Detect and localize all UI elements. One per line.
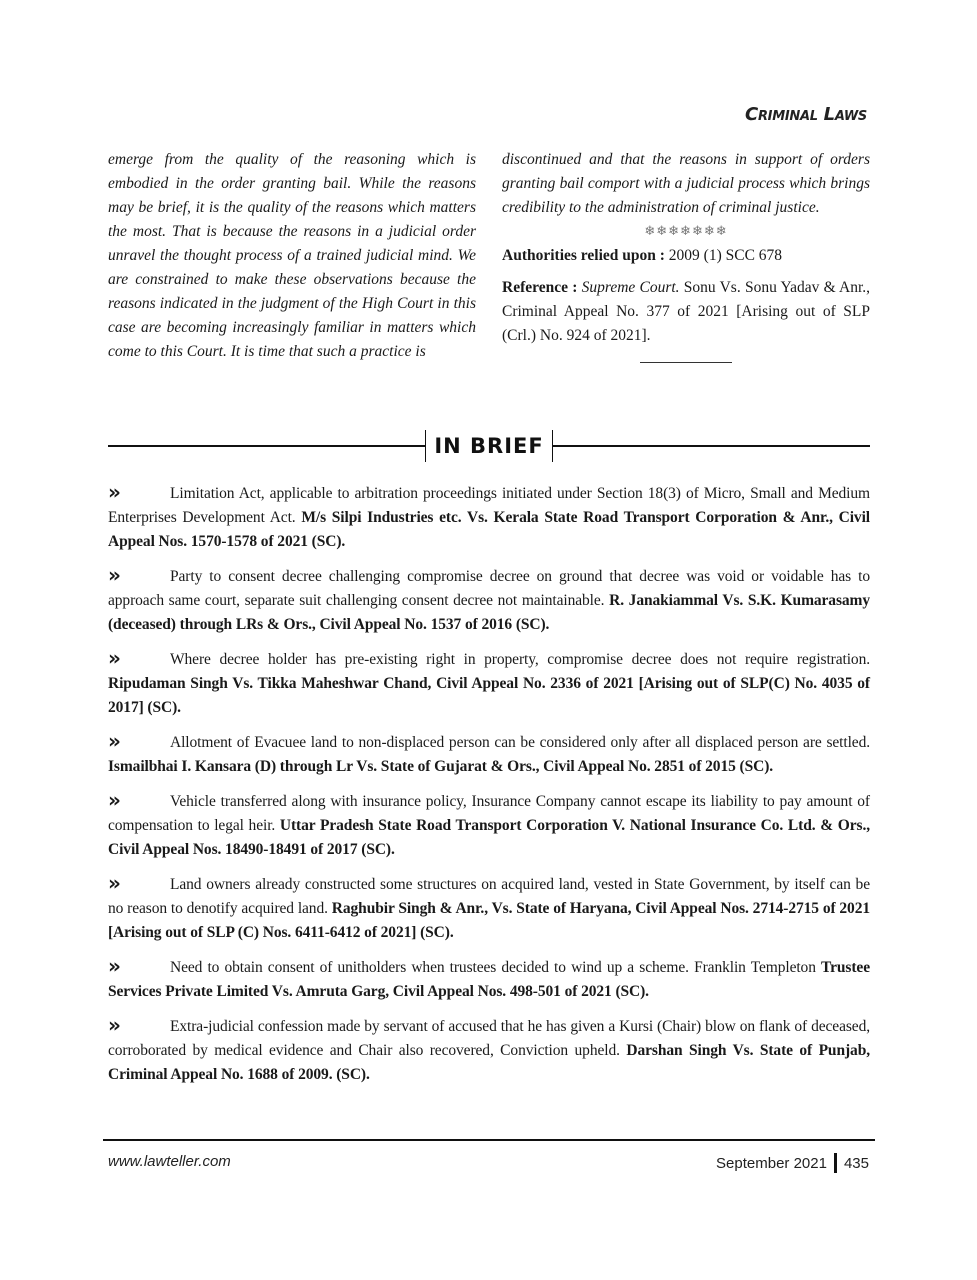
page-number: 435	[843, 1154, 869, 1172]
footer-issue-info	[716, 1153, 869, 1173]
heading-rule-left	[108, 445, 425, 447]
in-brief-title: IN BRIEF	[434, 434, 544, 458]
brief-summary: Vehicle transferred along with insurance policy, Insurance Company cannot escape its liability to pay amount of compensation to legal heir.	[108, 793, 870, 834]
brief-summary: Need to obtain consent of unitholders when trustees decided to wind up a scheme. Franklin Templeton	[170, 959, 816, 976]
brief-summary: Allotment of Evacuee land to non-displaced person can be considered only after all displaced person are settled.	[170, 734, 870, 751]
brief-citation: Trustee Services Private Limited Vs. Amruta Garg, Civil Appeal Nos. 498-501 of 2021 (SC).	[108, 959, 870, 1000]
section-title-text: Criminal Laws	[745, 104, 867, 125]
brief-citation: Ismailbhai I. Kansara (D) through Lr Vs. State of Gujarat & Ors., Civil Appeal No. 2851 of 2015 (SC).	[108, 758, 774, 775]
footer-separator	[834, 1153, 837, 1173]
brief-citation: R. Janakiammal Vs. S.K. Kumarasamy (deceased) through LRs & Ors., Civil Appeal No. 1537 of 2016 (SC).	[108, 592, 871, 633]
brief-summary: Where decree holder has pre-existing right in property, compromise decree does not require registration.	[170, 651, 870, 668]
left-column	[108, 148, 476, 364]
footer-website[interactable]: www.lawteller.com	[108, 1153, 231, 1170]
reference-label: Reference :	[502, 279, 578, 296]
issue-date: September 2021	[716, 1154, 827, 1172]
article-continuation	[108, 148, 870, 364]
brief-item	[108, 956, 870, 1004]
double-chevron-icon: »	[108, 954, 115, 978]
brief-item	[108, 648, 870, 720]
brief-item	[108, 482, 870, 554]
authorities-label: Authorities relied upon :	[502, 247, 665, 264]
double-chevron-icon: »	[108, 1013, 115, 1037]
brief-item	[108, 731, 870, 779]
brief-item	[108, 565, 870, 637]
brief-citation: Ripudaman Singh Vs. Tikka Maheshwar Chand, Civil Appeal No. 2336 of 2021 [Arising out of SLP(C) No. 4035 of 2017] (SC).	[108, 675, 870, 716]
brief-item	[108, 873, 870, 945]
brief-citation: Raghubir Singh & Anr., Vs. State of Haryana, Civil Appeal Nos. 2714-2715 of 2021 [Arising out of SLP (C) Nos. 6411-6412 of 2021] (SC).	[108, 900, 871, 941]
right-column-text: discontinued and that the reasons in support of orders granting bail comport with a judicial process which brings credibility to the administration of criminal justice.	[502, 151, 870, 216]
double-chevron-icon: »	[108, 729, 115, 753]
authorities-relied-upon	[502, 244, 870, 268]
heading-rule-right	[553, 445, 870, 447]
footer-rule	[103, 1139, 875, 1141]
in-brief-heading	[108, 430, 870, 462]
double-chevron-icon: »	[108, 871, 115, 895]
authorities-value: 2009 (1) SCC 678	[668, 247, 783, 264]
brief-citation: M/s Silpi Industries etc. Vs. Kerala State Road Transport Corporation & Anr., Civil Appeal Nos. 1570-1578 of 2021 (SC).	[108, 509, 870, 550]
section-title	[745, 104, 867, 125]
right-column	[502, 148, 870, 364]
brief-summary: Limitation Act, applicable to arbitration proceedings initiated under Section 18(3) of Micro, Small and Medium Enterprises Development Act.	[108, 485, 870, 526]
brief-summary: Party to consent decree challenging compromise decree on ground that decree was void or voidable has to approach same court, separate suit challenging consent decree not maintainable.	[108, 568, 870, 609]
reference-court: Supreme Court.	[581, 279, 680, 296]
separator-stars-icon: ❄❄❄❄❄❄❄	[644, 223, 728, 238]
left-column-text: emerge from the quality of the reasoning which is embodied in the order granting bail. While the reasons may be brief, it is the quality of the reasons which matters the most. That is because the reasons in a judicial order unravel the thought process of a trained judicial mind. We are constrained to make these observations because the reasons indicated in the judgment of the High Court in this case are becoming increasingly familiar in matters which come to this Court. It is time that such a practice is	[108, 151, 476, 360]
reference-value: Sonu Vs. Sonu Yadav & Anr., Criminal Appeal No. 377 of 2021 [Arising out of SLP (Crl.) No. 924 of 2021].	[502, 279, 871, 344]
brief-citation: Darshan Singh Vs. State of Punjab, Criminal Appeal No. 1688 of 2009. (SC).	[108, 1042, 870, 1083]
brief-summary: Extra-judicial confession made by servant of accused that he has given a Kursi (Chair) blow on flank of deceased, corroborated by medical evidence and Chair also recovered, Conviction upheld.	[108, 1018, 870, 1059]
double-chevron-icon: »	[108, 563, 115, 587]
reference	[502, 276, 870, 348]
brief-item	[108, 1015, 870, 1087]
double-chevron-icon: »	[108, 788, 115, 812]
in-brief-list	[108, 482, 870, 1098]
brief-item	[108, 790, 870, 862]
brief-summary: Land owners already constructed some structures on acquired land, vested in State Government, by itself can be no reason to denotify acquired land.	[108, 876, 870, 917]
end-of-article-rule	[640, 362, 732, 363]
double-chevron-icon: »	[108, 646, 115, 670]
brief-citation: Uttar Pradesh State Road Transport Corporation V. National Insurance Co. Ltd. & Ors., Civil Appeal Nos. 18490-18491 of 2017 (SC).	[108, 817, 870, 858]
double-chevron-icon: »	[108, 480, 115, 504]
